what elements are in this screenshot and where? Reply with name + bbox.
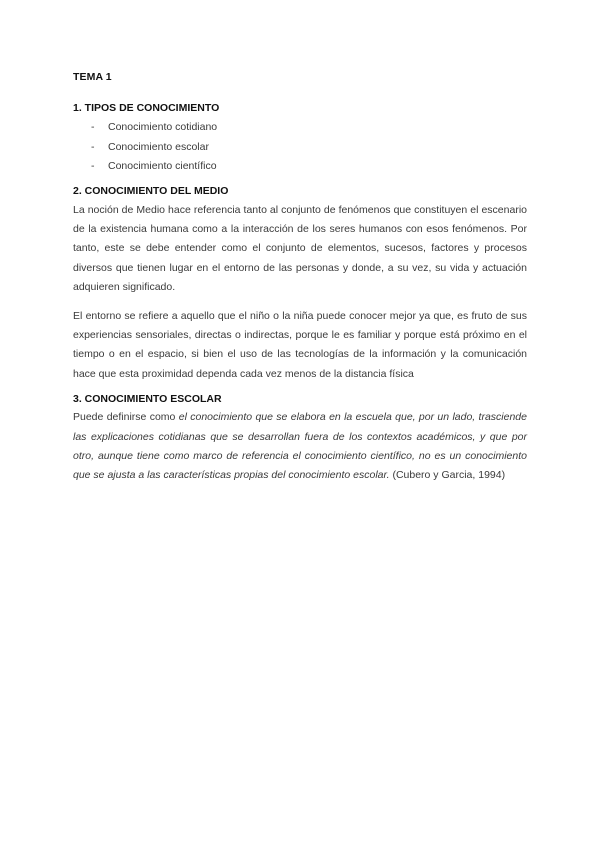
list-bullet: - [91, 160, 95, 172]
knowledge-types-list [73, 118, 527, 177]
paragraph-medio-2: El entorno se refiere a aquello que el niño o la niña puede conocer mejor ya que, es fruto de sus experiencias sensoriales, directas o indirectas, porque le es familiar y porque está próximo en el tiempo o en el espacio, si bien el uso de las tecnologías de la información y la comunicación hace que esta proximidad dependa cada vez menos de la distancia física [73, 309, 527, 380]
list-item [73, 157, 527, 177]
paragraph-lead: Puede definirse como [73, 411, 179, 424]
section-heading-medio: 2. CONOCIMIENTO DEL MEDIO [73, 184, 229, 197]
list-item-label: Conocimiento científico [108, 160, 217, 172]
section-heading-escolar: 3. CONOCIMIENTO ESCOLAR [73, 393, 222, 406]
list-item-label: Conocimiento cotidiano [108, 121, 218, 133]
list-bullet: - [91, 140, 95, 153]
list-bullet: - [91, 121, 95, 133]
paragraph-medio-1: La noción de Medio hace referencia tanto al conjunto de fenómenos que constituyen el escenario de la existencia humana como a la interacción de los seres humanos con esos fenómenos. Por tanto, este se debe entender como el conjunto de elementos, sucesos, factores y procesos diversos que tienen lugar en el entorno de las personas y donde, a su vez, su vida y actuación adquieren significado. [73, 203, 527, 294]
list-item-label: Conocimiento escolar [108, 140, 209, 153]
citation: (Cubero y Garcia, 1994) [389, 469, 506, 482]
paragraph-escolar [73, 408, 527, 486]
document-title: TEMA 1 [73, 71, 112, 83]
list-item [73, 138, 527, 158]
section-heading-tipos: 1. TIPOS DE CONOCIMIENTO [73, 102, 220, 114]
document-content [73, 68, 527, 486]
list-item [73, 118, 527, 138]
definition-quote: el conocimiento que se elabora en la escuela que, por un lado, trasciende las explicaciones cotidianas que se desarrollan fuera de los contextos académicos, y que por otro, aunque tiene como marco de referencia el conocimiento científico, no es un conocimiento que se ajusta a las características propias del conocimiento escolar. [73, 411, 527, 482]
